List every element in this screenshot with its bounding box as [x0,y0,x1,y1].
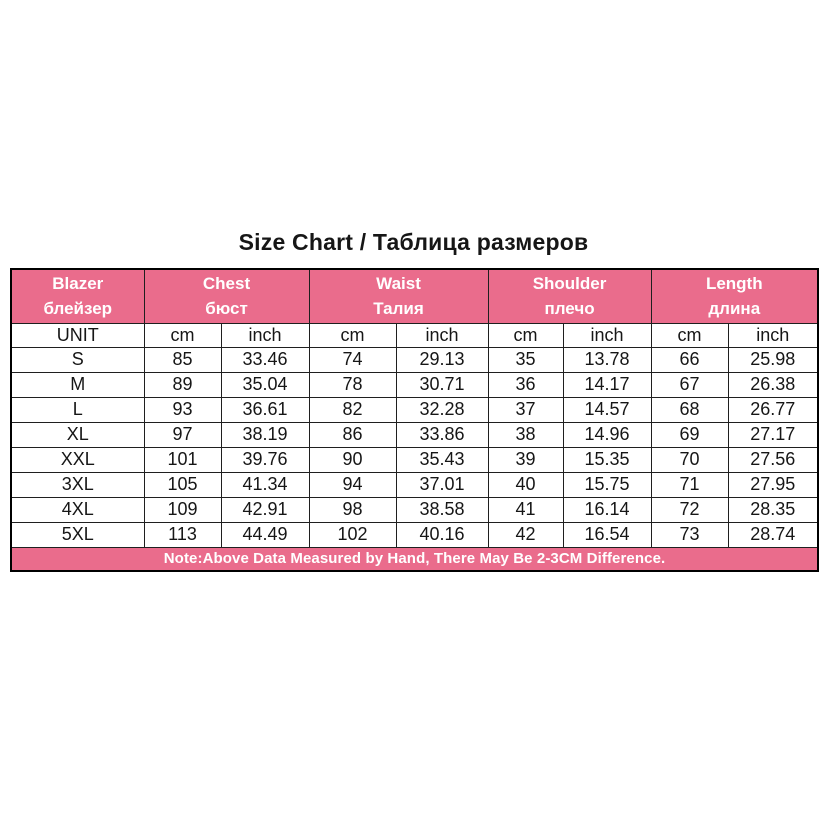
table-cell: 33.86 [396,422,488,447]
note-row [11,547,818,571]
table-cell: 13.78 [563,347,651,372]
table-row-3xl [11,472,818,497]
size-label: 3XL [11,472,144,497]
table-row-xxl [11,447,818,472]
unit-cell: cm [309,323,396,347]
table-cell: 39 [488,447,563,472]
table-row-l [11,397,818,422]
table-cell: 101 [144,447,221,472]
table-cell: 71 [651,472,728,497]
header-label-ru: бюст [205,299,248,319]
size-label: L [11,397,144,422]
table-cell: 37 [488,397,563,422]
table-cell: 105 [144,472,221,497]
unit-cell: inch [221,323,309,347]
table-cell: 36.61 [221,397,309,422]
page-title: Size Chart / Таблица размеров [238,229,589,255]
table-cell: 98 [309,497,396,522]
table-row-s [11,347,818,372]
table-cell: 38.58 [396,497,488,522]
table-cell: 39.76 [221,447,309,472]
table-cell: 86 [309,422,396,447]
table-row-m [11,372,818,397]
table-cell: 69 [651,422,728,447]
header-length [651,269,818,323]
table-cell: 32.28 [396,397,488,422]
unit-cell: inch [396,323,488,347]
unit-row [11,323,818,347]
table-cell: 38.19 [221,422,309,447]
table-cell: 74 [309,347,396,372]
size-label: 4XL [11,497,144,522]
table-cell: 28.35 [728,497,818,522]
size-label: XL [11,422,144,447]
unit-cell: inch [563,323,651,347]
size-label: S [11,347,144,372]
table-row-xl [11,422,818,447]
table-cell: 16.54 [563,522,651,547]
header-label-en: Length [705,274,763,294]
table-cell: 35 [488,347,563,372]
table-row-4xl [11,497,818,522]
table-cell: 16.14 [563,497,651,522]
table-cell: 82 [309,397,396,422]
table-cell: 42 [488,522,563,547]
header-label-ru: блейзер [43,299,113,319]
table-cell: 26.77 [728,397,818,422]
table-cell: 113 [144,522,221,547]
table-cell: 27.17 [728,422,818,447]
table-cell: 36 [488,372,563,397]
table-cell: 90 [309,447,396,472]
table-cell: 29.13 [396,347,488,372]
table-cell: 26.38 [728,372,818,397]
unit-cell: cm [488,323,563,347]
table-cell: 94 [309,472,396,497]
header-label-en: Blazer [52,274,104,294]
table-cell: 28.74 [728,522,818,547]
header-row [11,269,818,323]
table-cell: 40 [488,472,563,497]
header-label-ru: плечо [544,299,595,319]
header-label-ru: длина [708,299,761,319]
table-cell: 66 [651,347,728,372]
size-label: XXL [11,447,144,472]
table-row-5xl [11,522,818,547]
table-cell: 14.96 [563,422,651,447]
table-cell: 35.43 [396,447,488,472]
table-cell: 33.46 [221,347,309,372]
header-label-ru: Талия [373,299,424,319]
table-cell: 93 [144,397,221,422]
table-cell: 27.56 [728,447,818,472]
unit-label: UNIT [11,323,144,347]
unit-cell: cm [651,323,728,347]
header-chest [144,269,309,323]
table-cell: 41.34 [221,472,309,497]
table-cell: 14.57 [563,397,651,422]
size-chart-table [10,268,819,572]
table-cell: 15.75 [563,472,651,497]
size-label: M [11,372,144,397]
table-cell: 25.98 [728,347,818,372]
table-cell: 102 [309,522,396,547]
table-cell: 14.17 [563,372,651,397]
table-cell: 89 [144,372,221,397]
note-text: Note:Above Data Measured by Hand, There May Be 2-3CM Difference. [11,547,818,571]
table-cell: 42.91 [221,497,309,522]
table-cell: 78 [309,372,396,397]
table-cell: 67 [651,372,728,397]
header-label-en: Chest [202,274,251,294]
header-waist [309,269,488,323]
table-cell: 30.71 [396,372,488,397]
table-cell: 40.16 [396,522,488,547]
table-cell: 68 [651,397,728,422]
unit-cell: cm [144,323,221,347]
table-cell: 27.95 [728,472,818,497]
table-cell: 72 [651,497,728,522]
header-shoulder [488,269,651,323]
table-cell: 109 [144,497,221,522]
table-cell: 85 [144,347,221,372]
header-label-en: Shoulder [532,274,607,294]
table-cell: 41 [488,497,563,522]
table-cell: 15.35 [563,447,651,472]
table-cell: 35.04 [221,372,309,397]
table-cell: 38 [488,422,563,447]
table-cell: 73 [651,522,728,547]
table-cell: 70 [651,447,728,472]
header-product [11,269,144,323]
header-label-en: Waist [376,274,421,294]
table-cell: 97 [144,422,221,447]
size-label: 5XL [11,522,144,547]
table-cell: 44.49 [221,522,309,547]
table-cell: 37.01 [396,472,488,497]
unit-cell: inch [728,323,818,347]
